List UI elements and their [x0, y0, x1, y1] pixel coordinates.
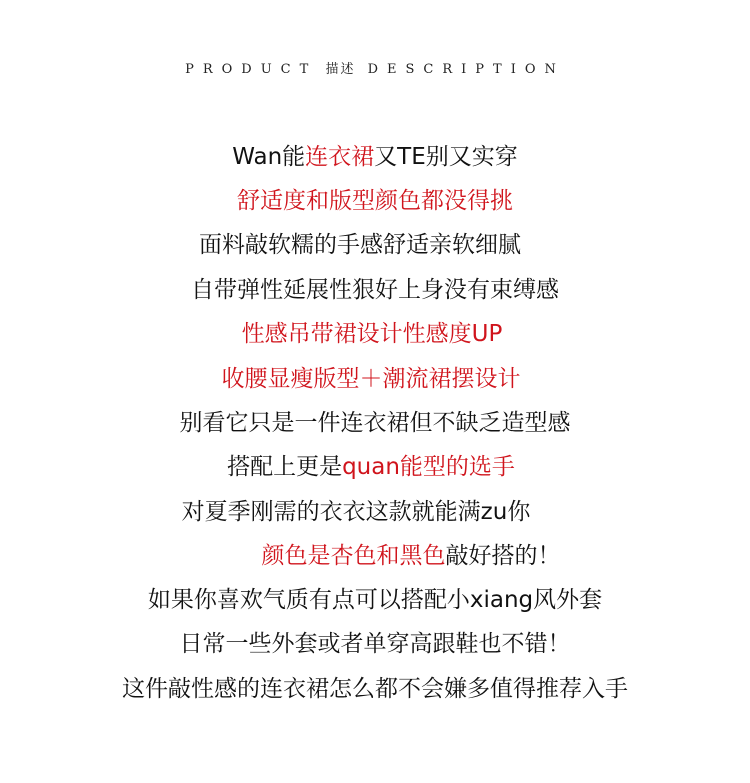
line-segment: 又TE别又实穿 [374, 144, 518, 170]
line-segment: 日常一些外套或者单穿高跟鞋也不错！ [179, 631, 571, 657]
line-segment: Wan能 [232, 144, 306, 170]
header-middle: 描述 [325, 62, 356, 77]
line-segment: 如果你喜欢气质有点可以搭配小xiang风外套 [147, 587, 603, 613]
line-segment: 舒适度和版型颜色都没得挑 [237, 188, 513, 214]
description-line [0, 629, 750, 659]
description-line [0, 497, 731, 527]
line-segment: 敲好搭的！ [445, 543, 561, 569]
line-segment: 面料敲软糯的手感舒适亲软细腻 [199, 232, 521, 258]
line-segment: 收腰显瘦版型＋潮流裙摆设计 [221, 366, 521, 392]
description-line [0, 585, 750, 615]
line-segment: 搭配上更是 [227, 454, 343, 480]
description-line [0, 319, 747, 349]
line-segment: quan能型的选手 [342, 454, 515, 480]
header-left: PRODUCT [185, 62, 318, 77]
description-line [0, 230, 735, 260]
description-line [0, 364, 746, 394]
description-line [0, 142, 750, 172]
line-segment: 对夏季刚需的衣衣这款就能满zu你 [181, 499, 531, 525]
line-segment: 这件敲性感的连衣裙怎么都不会嫌多值得推荐入手 [122, 676, 628, 702]
line-segment: 别看它只是一件连衣裙但不缺乏造型感 [179, 410, 571, 436]
line-segment: 自带弹性延展性狠好上身没有束缚感 [191, 277, 559, 303]
line-segment: 颜色是杏色和黑色 [261, 543, 446, 569]
description-header [0, 58, 750, 77]
line-segment: 性感吊带裙设计性感度UP [241, 321, 503, 347]
description-line [36, 541, 750, 571]
header-right: DESCRIPTION [367, 62, 565, 77]
description-line [0, 186, 750, 216]
description-line [0, 408, 750, 438]
description-line [0, 452, 746, 482]
description-line [0, 275, 750, 305]
line-segment: 连衣裙 [305, 144, 375, 170]
description-line [0, 674, 750, 704]
